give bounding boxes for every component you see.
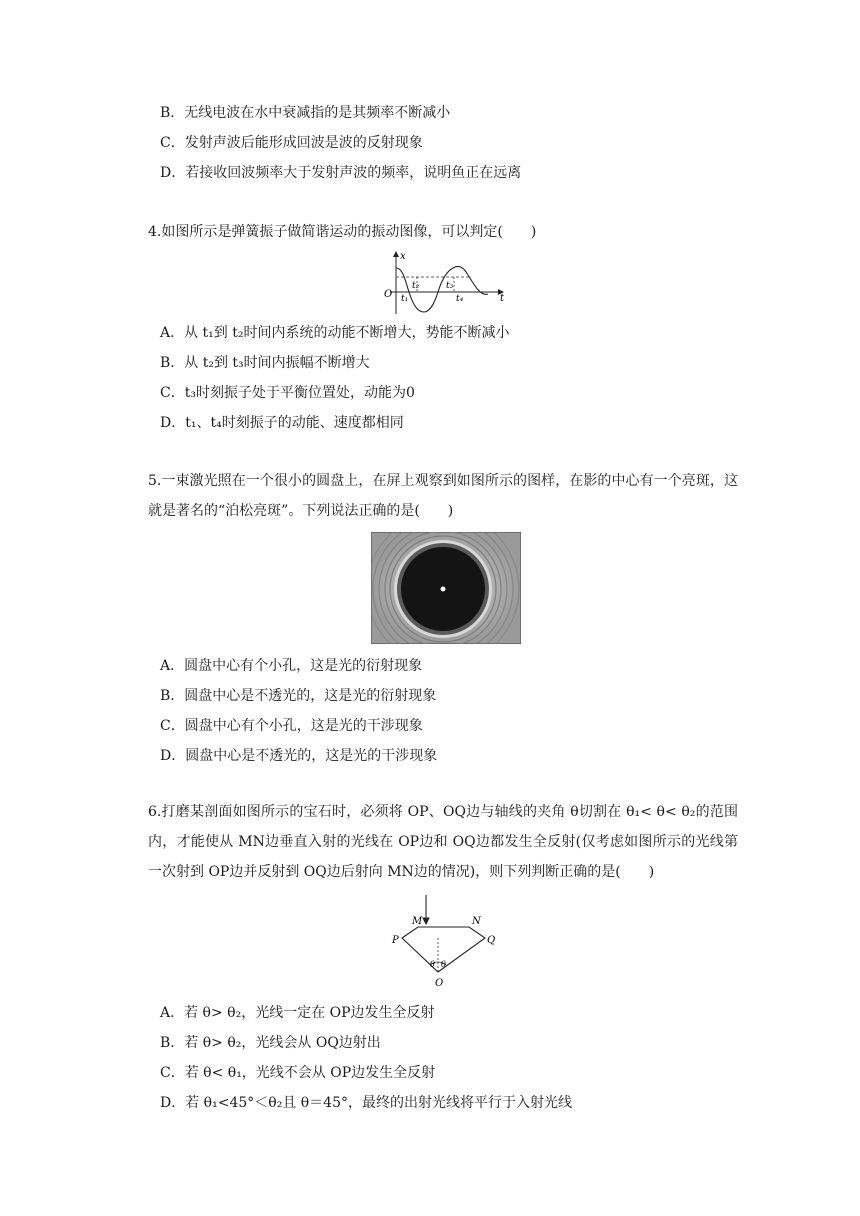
q3-option-d: D．若接收回波频率大于发射声波的频率，说明鱼正在远离 [160,165,522,181]
q5-option-d: D．圆盘中心是不透光的，这是光的干涉现象 [160,748,438,764]
t3-label: t₃ [446,281,454,291]
q6-stem: 6.打磨某剖面如图所示的宝石时，必须将 OP、OQ边与轴线的夹角 θ切割在 θ₁< θ< θ₂的范围内，才能使从 MN边垂直入射的光线在 OP边和 OQ边都发生全反射(仅考虑如图所示的光线第一次射到 OP边并反射到 OQ边后射向 MN边的情况)，则下列判断正确的是( ) [148,804,738,880]
q5-option-b: B．圆盘中心是不透光的，这是光的衍射现象 [160,688,437,704]
q5-option-a: A．圆盘中心有个小孔，这是光的衍射现象 [160,658,423,674]
t-axis-label: t [500,293,505,304]
label-O: O [435,978,444,989]
origin-label: O [384,289,393,300]
poisson-spot-image [371,532,521,644]
label-N: N [472,916,481,927]
theta-right-label: θ [441,960,446,969]
q3-option-b: B．无线电波在水中衰减指的是其频率不断减小 [160,105,451,121]
label-P: P [392,935,399,946]
t1-label: t₁ [401,294,409,304]
q4-option-c: C．t₃时刻振子处于平衡位置处，动能为0 [160,385,415,401]
theta-left-label: θ [430,960,435,969]
q6-option-b: B．若 θ> θ₂，光线会从 OQ边射出 [160,1035,381,1051]
q4-vibration-graph [376,250,508,316]
q4-option-b: B．从 t₂到 t₃时间内振幅不断增大 [160,355,370,371]
q4-stem: 4.如图所示是弹簧振子做简谐运动的振动图像，可以判定( ) [148,224,537,240]
x-axis-label: x [400,251,406,262]
gem-cross-section-figure [388,893,498,991]
label-M: M [412,916,423,927]
q6-option-a: A．若 θ> θ₂，光线一定在 OP边发生全反射 [160,1005,435,1021]
t4-label: t₄ [456,294,464,304]
q5-stem: 5.一束激光照在一个很小的圆盘上，在屏上观察到如图所示的图样，在影的中心有一个亮斑，这就是著名的“泊松亮斑”。下列说法正确的是( ) [148,473,738,519]
q3-option-c: C．发射声波后能形成回波是波的反射现象 [160,135,423,151]
q6-option-c: C．若 θ< θ₁，光线不会从 OP边发生全反射 [160,1065,436,1081]
label-Q: Q [487,935,496,946]
q4-option-a: A．从 t₁到 t₂时间内系统的动能不断增大，势能不断减小 [160,325,510,341]
q4-option-d: D．t₁、t₄时刻振子的动能、速度都相同 [160,415,404,431]
q6-option-d: D．若 θ₁<45°＜θ₂且 θ＝45°，最终的出射光线将平行于入射光线 [160,1095,572,1111]
q5-option-c: C．圆盘中心有个小孔，这是光的干涉现象 [160,718,423,734]
t2-label: t₂ [412,281,420,291]
vibration-curve [396,266,488,312]
